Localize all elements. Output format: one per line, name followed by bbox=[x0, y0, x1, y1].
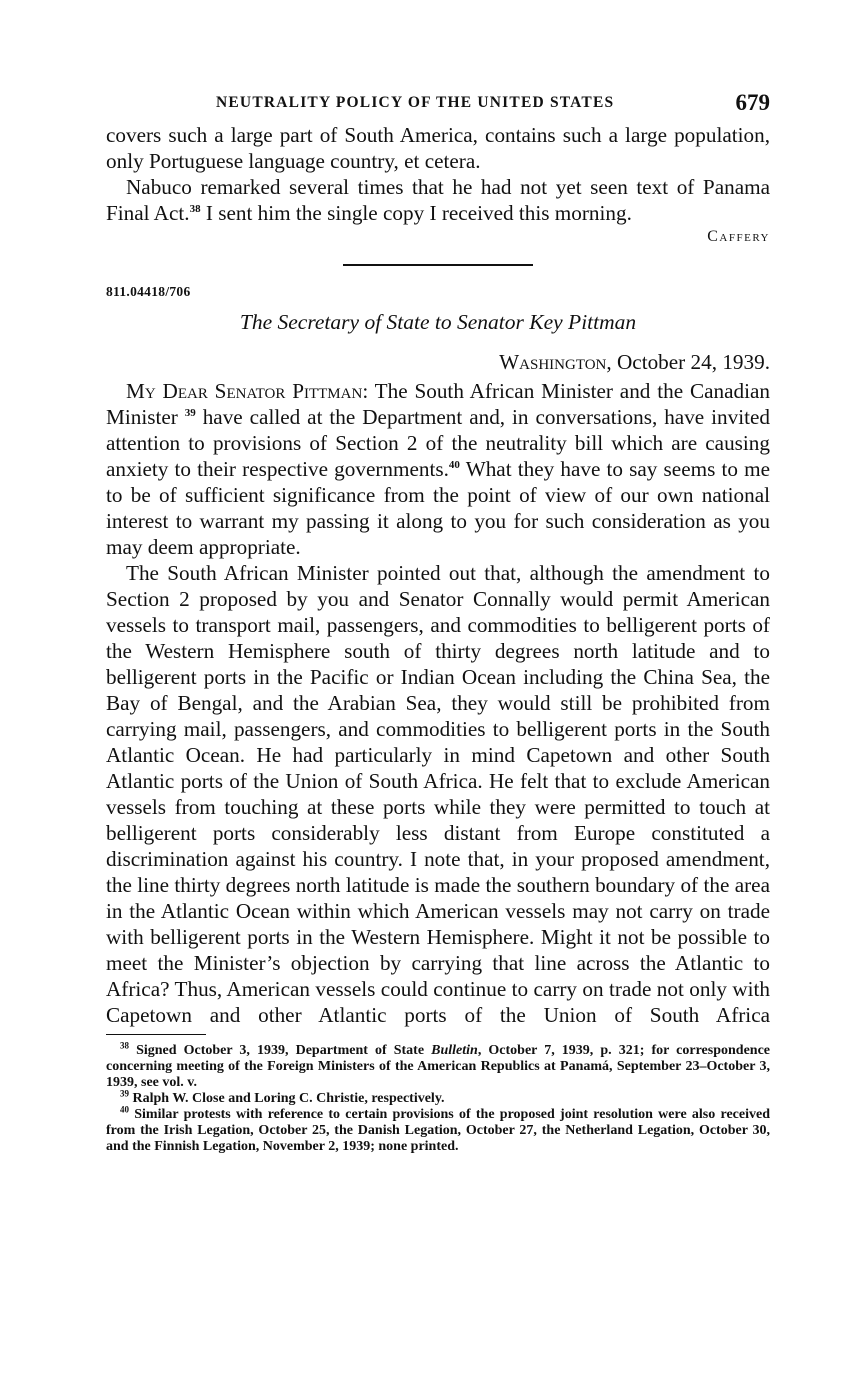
continued-paragraph bbox=[106, 122, 770, 174]
nabuco-paragraph-text-a: Nabuco remarked several times that he had not yet seen text of Panama Final Act. bbox=[106, 175, 770, 225]
footnote-marker: 40 bbox=[120, 1104, 129, 1115]
footnote-marker: 38 bbox=[120, 1040, 129, 1051]
salutation: My Dear Senator Pittman bbox=[126, 379, 363, 403]
section-divider bbox=[343, 264, 533, 266]
footnote-text: Similar protests with reference to certain provisions of the proposed joint resolution were also received from the Irish Legation, October 25, the Danish Legation, October 27, the Netherland Legation, October 30, and the Finnish Legation, November 2, 1939; none printed. bbox=[106, 1107, 770, 1154]
document-title: The Secretary of State to Senator Key Pittman bbox=[239, 310, 637, 334]
signature-caffery: Caffery bbox=[707, 228, 770, 245]
footnote-ref-39[interactable]: 39 bbox=[184, 406, 196, 419]
footnote-40 bbox=[106, 1104, 770, 1155]
dateline bbox=[106, 350, 770, 378]
dateline-place: Washington bbox=[499, 350, 607, 374]
dateline-date: , October 24, 1939. bbox=[606, 350, 770, 374]
nabuco-paragraph-text-b: I sent him the single copy I received this morning. bbox=[200, 201, 632, 225]
continued-paragraph-text: covers such a large part of South America, contains such a large population, only Portuguese language country, et cetera. bbox=[106, 123, 770, 173]
footnote-38 bbox=[106, 1040, 770, 1091]
letter-paragraph-1-text-c: What they have to say seems to me to be of sufficient significance from the point of view of our own national interest to warrant my passing it along to you for such consideration as you may deem appropriate. bbox=[106, 457, 771, 559]
footnote-text: Signed October 3, 1939, Department of State bbox=[136, 1043, 432, 1058]
file-number: 811.04418/706 bbox=[106, 284, 191, 299]
letter-paragraph-2-text: The South African Minister pointed out that, although the amendment to Section 2 proposed by you and Senator Connally would permit American vessels to transport mail, passengers, and commodities to belligerent ports of the Western Hemisphere south of thirty degrees north latitude and to belligerent ports in the Pacific or Indian Ocean including the China Sea, the Bay of Bengal, and the Arabian Sea, they would still be prohibited from carrying mail, passengers, and commodities to belligerent ports in the South Atlantic Ocean. He had particularly in mind Capetown and other South Atlantic ports of the Union of South Africa. He felt that to exclude American vessels from touching at these ports while they were permitted to touch at belligerent ports considerably less distant from Europe constituted a discrimination against his country. I note that, in your proposed amendment, the line thirty degrees north latitude is made the southern boundary of the area in the Atlantic Ocean within which American vessels may not carry on trade with belligerent ports in the Western Hemisphere. Might it not be possible to meet the Minister’s objection by carrying that line across the Atlantic to Africa? Thus, American vessels could continue to carry on trade not only with Capetown and other Atlantic ports of the Union of South Africa bbox=[106, 561, 770, 1027]
letter-paragraph-1 bbox=[106, 378, 770, 560]
footnote-divider bbox=[106, 1034, 206, 1035]
document-page bbox=[106, 90, 770, 1155]
nabuco-paragraph bbox=[106, 174, 770, 226]
footnote-ref-38[interactable]: 38 bbox=[189, 202, 201, 215]
footnote-text: Ralph W. Close and Loring C. Christie, respectively. bbox=[132, 1091, 445, 1106]
page-number: 679 bbox=[735, 90, 770, 115]
footnote-39 bbox=[106, 1088, 770, 1107]
footnotes bbox=[106, 1040, 770, 1155]
letter-paragraph-2 bbox=[106, 560, 770, 1028]
page-header bbox=[106, 90, 770, 122]
footnote-text-italic: Bulletin bbox=[431, 1043, 478, 1058]
running-head: NEUTRALITY POLICY OF THE UNITED STATES bbox=[216, 94, 615, 111]
letter-paragraph-1-text-a: : The South African Minister and the Canadian Minister bbox=[106, 379, 770, 429]
footnote-ref-40[interactable]: 40 bbox=[448, 458, 460, 471]
footnote-text: , October 7, 1939, p. 321; for correspondence concerning meeting of the Foreign Ministers of the American Republics at Panamá, September 23–October 3, 1939, see vol. v. bbox=[106, 1043, 770, 1090]
letter-paragraph-1-text-b: have called at the Department and, in conversations, have invited attention to provisions of Section 2 of the neutrality bill which are causing anxiety to their respective governments. bbox=[106, 405, 770, 481]
footnote-marker: 39 bbox=[120, 1088, 129, 1099]
